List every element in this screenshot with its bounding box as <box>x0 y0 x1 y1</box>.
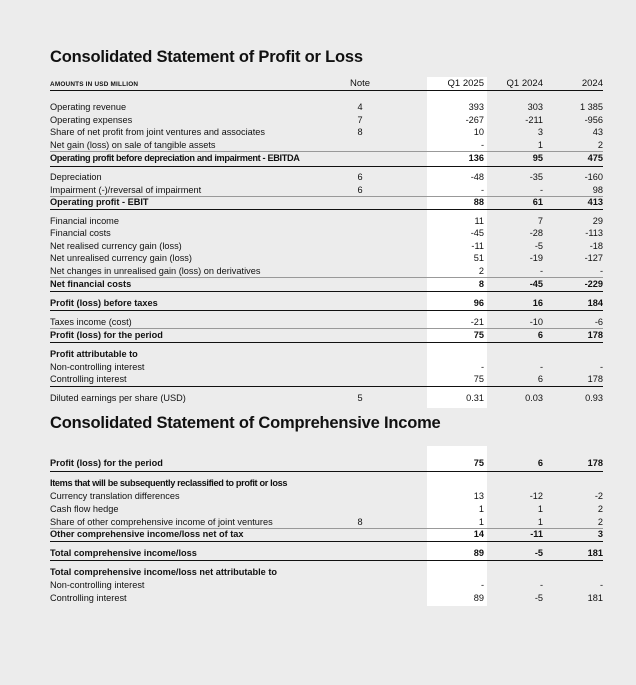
table-row-subtotal <box>0 297 636 310</box>
row-label: Net realised currency gain (loss) <box>50 241 182 251</box>
table-row-subtotal <box>0 329 636 342</box>
row-label: Controlling interest <box>50 593 127 603</box>
row-2024: -160 <box>584 172 603 182</box>
row-q1-2025: 88 <box>473 197 484 207</box>
row-label: Net financial costs <box>50 279 132 289</box>
table-row <box>0 490 636 503</box>
row-note: 7 <box>357 115 363 125</box>
row-label: Profit (loss) before taxes <box>50 298 158 308</box>
row-q1-2024: - <box>539 266 543 276</box>
row-q1-2025: 89 <box>473 593 484 603</box>
row-q1-2025: 75 <box>473 374 484 384</box>
row-q1-2025: -21 <box>470 317 484 327</box>
amounts-label: AMOUNTS IN USD MILLION <box>50 81 139 88</box>
row-q1-2024: -35 <box>529 172 543 182</box>
section-divider <box>50 209 603 210</box>
col-q1-2024-header: Q1 2024 <box>506 78 543 89</box>
section-divider <box>50 386 603 387</box>
row-q1-2024: -28 <box>529 228 543 238</box>
row-label: Other comprehensive income/loss net of tax <box>50 529 244 539</box>
table-row-subtotal <box>0 278 636 291</box>
row-q1-2024: -10 <box>529 317 543 327</box>
row-q1-2025: -11 <box>471 241 484 251</box>
table-row-subtotal <box>0 152 636 165</box>
row-q1-2024: 95 <box>532 153 543 163</box>
row-q1-2025: 51 <box>473 253 484 263</box>
row-note: 4 <box>357 102 363 112</box>
row-2024: 2 <box>597 517 603 527</box>
section-divider <box>50 310 603 311</box>
row-label: Non-controlling interest <box>50 362 145 372</box>
row-label: Impairment (-)/reversal of impairment <box>50 185 202 195</box>
row-q1-2025: 13 <box>473 491 484 501</box>
row-2024: -127 <box>584 253 603 263</box>
row-q1-2024: -5 <box>534 548 543 558</box>
row-q1-2025: - <box>480 185 484 195</box>
row-2024: - <box>599 266 603 276</box>
row-q1-2025: 11 <box>474 216 484 226</box>
row-note: 6 <box>357 172 363 182</box>
row-q1-2025: 0.31 <box>466 393 484 403</box>
table-row-subtotal <box>0 528 636 541</box>
row-q1-2025: 10 <box>473 127 484 137</box>
row-label: Profit (loss) for the period <box>50 330 163 340</box>
row-label: Diluted earnings per share (USD) <box>50 393 186 403</box>
row-2024: 3 <box>597 529 603 539</box>
row-q1-2024: -5 <box>534 593 543 603</box>
row-2024: -229 <box>584 279 603 289</box>
section-divider <box>50 291 603 292</box>
row-q1-2025: -45 <box>470 228 484 238</box>
row-2024: 413 <box>587 197 603 207</box>
row-q1-2024: 61 <box>532 197 543 207</box>
row-label: Net changes in unrealised gain (loss) on derivatives <box>50 266 261 276</box>
row-q1-2025: 8 <box>478 279 484 289</box>
row-2024: -18 <box>589 241 603 251</box>
row-2024: -6 <box>594 317 603 327</box>
row-label: Operating profit - EBIT <box>50 197 149 207</box>
row-q1-2025: 75 <box>473 458 484 468</box>
row-2024: 178 <box>587 458 603 468</box>
row-2024: 2 <box>597 504 603 514</box>
row-q1-2024: -11 <box>530 529 543 539</box>
row-label: Non-controlling interest <box>50 580 145 590</box>
row-q1-2025: - <box>480 362 484 372</box>
row-label: Share of net profit from joint ventures and associates <box>50 127 266 137</box>
row-q1-2024: - <box>539 580 543 590</box>
row-label: Operating expenses <box>50 115 133 125</box>
row-2024: - <box>599 580 603 590</box>
row-q1-2024: 1 <box>537 504 543 514</box>
table-row-subtotal <box>0 457 636 470</box>
row-label: Share of other comprehensive income of joint ventures <box>50 517 273 527</box>
row-q1-2025: 1 <box>478 517 484 527</box>
row-note: 8 <box>357 127 363 137</box>
col-q1-2025-header: Q1 2025 <box>447 78 484 89</box>
row-q1-2025: 393 <box>468 102 484 112</box>
table-row <box>0 503 636 516</box>
table-row <box>0 392 636 405</box>
row-q1-2025: 1 <box>478 504 484 514</box>
row-note: 8 <box>357 517 363 527</box>
row-q1-2025: 136 <box>468 153 484 163</box>
table-row <box>0 579 636 592</box>
section-divider <box>50 342 603 343</box>
row-label: Profit attributable to <box>50 349 138 359</box>
row-label: Net unrealised currency gain (loss) <box>50 253 192 263</box>
table-row-heading <box>0 477 636 490</box>
row-label: Total comprehensive income/loss <box>50 548 197 558</box>
table-row <box>0 101 636 114</box>
row-2024: 98 <box>592 185 603 195</box>
row-2024: - <box>599 362 603 372</box>
row-2024: 1 385 <box>580 102 603 112</box>
row-2024: 181 <box>587 593 603 603</box>
row-q1-2025: 89 <box>473 548 484 558</box>
row-2024: 178 <box>587 330 603 340</box>
note-header: Note <box>349 78 371 89</box>
row-q1-2025: 75 <box>473 330 484 340</box>
row-q1-2025: -48 <box>470 172 484 182</box>
table-row-subtotal <box>0 196 636 209</box>
row-2024: 181 <box>587 548 603 558</box>
row-label: Financial costs <box>50 228 111 238</box>
section-divider <box>50 471 603 472</box>
row-2024: 178 <box>587 374 603 384</box>
row-q1-2024: -19 <box>529 253 543 263</box>
section-divider <box>50 541 603 542</box>
row-note: 6 <box>357 185 363 195</box>
row-2024: 475 <box>587 153 603 163</box>
row-q1-2025: -267 <box>465 115 484 125</box>
row-label: Total comprehensive income/loss net attributable to <box>50 567 278 577</box>
table-row-subtotal <box>0 547 636 560</box>
row-label: Controlling interest <box>50 374 127 384</box>
section-divider <box>50 560 603 561</box>
row-2024: 43 <box>592 127 603 137</box>
row-q1-2025: 2 <box>478 266 484 276</box>
row-label: Operating profit before depreciation and impairment - EBITDA <box>50 153 300 163</box>
header-divider <box>50 90 603 91</box>
row-label: Operating revenue <box>50 102 127 112</box>
table-row <box>0 227 636 240</box>
row-q1-2024: -12 <box>529 491 543 501</box>
row-q1-2024: 1 <box>537 140 543 150</box>
row-label: Profit (loss) for the period <box>50 458 163 468</box>
row-q1-2024: 6 <box>537 458 543 468</box>
row-q1-2024: 3 <box>537 127 543 137</box>
row-q1-2024: -211 <box>525 115 543 125</box>
row-2024: 29 <box>592 216 603 226</box>
row-q1-2024: 0.03 <box>525 393 543 403</box>
table-row <box>0 592 636 605</box>
comprehensive-income-title: Consolidated Statement of Comprehensive Income <box>50 414 441 432</box>
row-2024: 2 <box>597 140 603 150</box>
row-q1-2024: -5 <box>534 241 543 251</box>
row-label: Taxes income (cost) <box>50 317 132 327</box>
row-q1-2024: 16 <box>532 298 543 308</box>
row-label: Currency translation differences <box>50 491 180 501</box>
row-2024: -2 <box>594 491 603 501</box>
section-divider <box>50 166 603 167</box>
row-q1-2024: 303 <box>527 102 543 112</box>
row-q1-2024: - <box>539 362 543 372</box>
row-q1-2024: 6 <box>537 330 543 340</box>
row-2024: 184 <box>587 298 603 308</box>
row-q1-2025: - <box>480 140 484 150</box>
row-q1-2025: - <box>480 580 484 590</box>
table-row <box>0 126 636 139</box>
row-label: Cash flow hedge <box>50 504 119 514</box>
table-row <box>0 171 636 184</box>
col-2024-header: 2024 <box>581 78 603 89</box>
table-row-heading <box>0 348 636 361</box>
profit-or-loss-title: Consolidated Statement of Profit or Loss <box>50 48 363 66</box>
row-q1-2025: 14 <box>473 529 484 539</box>
row-q1-2024: 1 <box>537 517 543 527</box>
row-q1-2024: -45 <box>529 279 543 289</box>
row-q1-2024: 6 <box>537 374 543 384</box>
row-2024: -956 <box>584 115 603 125</box>
row-label: Depreciation <box>50 172 102 182</box>
row-label: Net gain (loss) on sale of tangible assets <box>50 140 216 150</box>
row-q1-2024: - <box>539 185 543 195</box>
table-row <box>0 373 636 386</box>
row-note: 5 <box>357 393 363 403</box>
row-label: Financial income <box>50 216 119 226</box>
row-label: Items that will be subsequently reclassified to profit or loss <box>50 478 288 488</box>
row-q1-2025: 96 <box>473 298 484 308</box>
row-2024: 0.93 <box>585 393 603 403</box>
table-row <box>0 252 636 265</box>
row-q1-2024: 7 <box>537 216 543 226</box>
row-2024: -113 <box>585 228 603 238</box>
table-row-heading <box>0 566 636 579</box>
